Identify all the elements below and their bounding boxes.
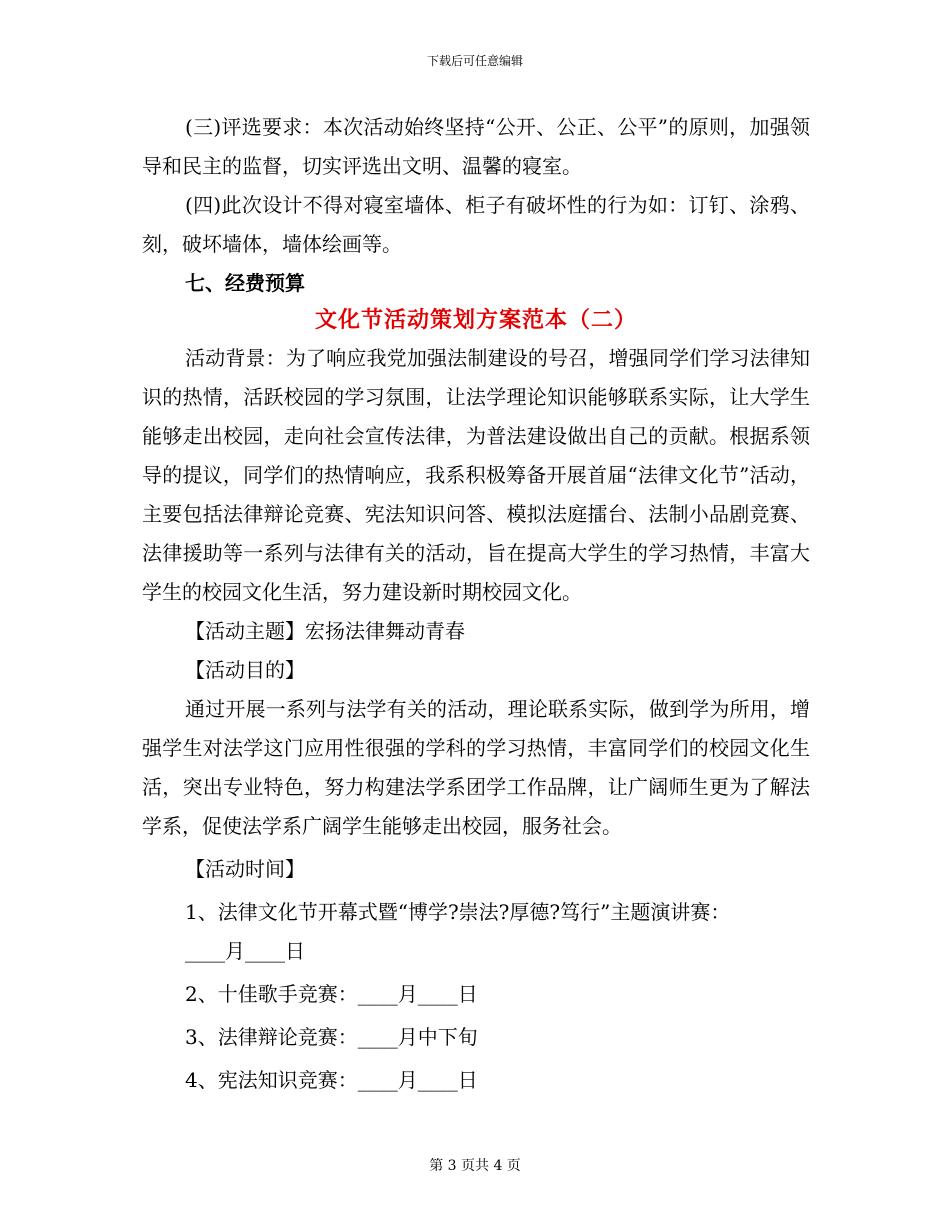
- paragraph-evaluation-requirements: (三)评选要求：本次活动始终坚持“公开、公正、公平”的原则，加强领导和民主的监督，切实评选出文明、温馨的寝室。: [142, 115, 810, 178]
- section-heading-budget: 七、经费预算: [185, 271, 305, 295]
- time-item-1-date: ____月____日: [185, 939, 305, 963]
- paragraph-background: 活动背景：为了响应我党加强法制建设的号召，增强同学们学习法律知识的热情，活跃校园的学习氛围，让法学理论知识能够联系实际，让大学生能够走出校园，走向社会宣传法律，为普法建设做出自己的贡献。根据系领导的提议，同学们的热情响应，我系积极筹备开展首届“法律文化节”活动，主要包括法律辩论竞赛、宪法知识问答、模拟法庭擂台、法制小品剧竞赛、法律援助等一系列与法律有关的活动，旨在提高大学生的学习热情，丰富大学生的校园文化生活，努力建设新时期校园文化。: [142, 346, 810, 604]
- header-note: 下载后可任意编辑: [426, 54, 523, 68]
- time-item-2: 2、十佳歌手竞赛：____月____日: [185, 982, 478, 1006]
- paragraph-design-restrictions: (四)此次设计不得对寝室墙体、柜子有破坏性的行为如：订钉、涂鸦、刻，破坏墙体，墙体绘画等。: [142, 193, 810, 256]
- activity-time-heading: 【活动时间】: [185, 857, 305, 881]
- time-item-4: 4、宪法知识竞赛：____月____日: [185, 1068, 478, 1092]
- time-item-3: 3、法律辩论竞赛：____月中下旬: [185, 1025, 478, 1049]
- paragraph-purpose: 通过开展一系列与法学有关的活动，理论联系实际，做到学为所用，增强学生对法学这门应用性很强的学科的学习热情，丰富同学们的校园文化生活，突出专业特色，努力构建法学系团学工作品牌，让广阔师生更为了解法学系，促使法学系广阔学生能够走出校园，服务社会。: [142, 697, 810, 838]
- document-title: 文化节活动策划方案范本（二）: [314, 308, 637, 333]
- document-body: [142, 108, 810, 1100]
- time-item-1: 1、法律文化节开幕式暨“博学?崇法?厚德?笃行”主题演讲赛：: [185, 900, 731, 924]
- activity-purpose-heading: 【活动目的】: [185, 658, 305, 682]
- activity-theme: 【活动主题】宏扬法律舞动青春: [185, 619, 465, 643]
- page-number: 第 3 页共 4 页: [429, 1158, 521, 1174]
